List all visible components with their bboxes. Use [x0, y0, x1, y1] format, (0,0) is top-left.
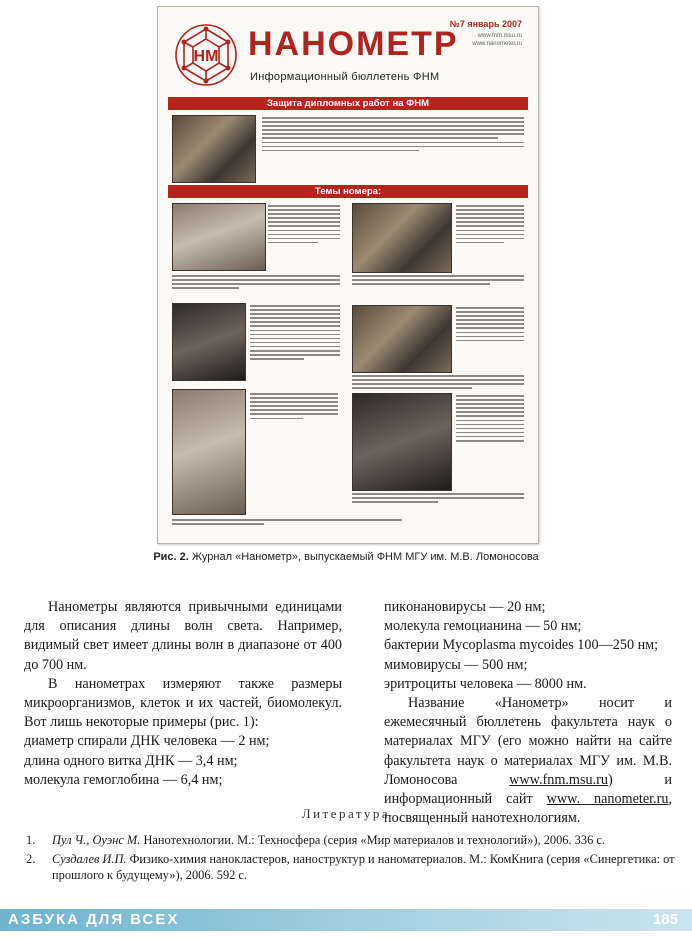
- newsletter-text-block: [352, 493, 524, 505]
- newsletter-text-block: [262, 117, 524, 154]
- list-item: бактерии Mycoplasma mycoides 100—250 нм;: [384, 637, 659, 654]
- newsletter-title: НАНОМЕТР: [248, 25, 459, 63]
- paragraph-text: , посвященный нанотехнологиям.: [384, 791, 672, 827]
- figure-caption: [0, 551, 692, 563]
- list-item: молекула гемоглобина — 6,4 нм;: [24, 771, 223, 788]
- list-item: эритроциты человека — 8000 нм.: [384, 675, 587, 692]
- svg-text:НМ: НМ: [193, 48, 219, 65]
- reference-number: 1.: [26, 833, 36, 847]
- newsletter-photo: [172, 203, 266, 271]
- list-item: молекула гемоцианина — 50 нм;: [384, 618, 582, 635]
- newsletter-text-block: [250, 305, 340, 362]
- reference-author: Пул Ч., Оуэнс М.: [52, 833, 141, 847]
- page-number: 185: [652, 911, 678, 928]
- paragraph: Нанометры являются привычными единицами для описания длины волн света. Например, видимый свет имеет длины волн в диапазоне от 400 до 700 нм.: [24, 599, 342, 673]
- newsletter-text-block: [456, 307, 524, 344]
- list-item: пикoнановирусы — 20 нм;: [384, 599, 546, 615]
- newsletter-text-block: [250, 393, 338, 422]
- newsletter-photo: [172, 389, 246, 515]
- literature-heading: Литература: [301, 806, 391, 821]
- newsletter-photo: [352, 203, 452, 273]
- newsletter-footer-text: [172, 519, 402, 527]
- newsletter-cover-image: [157, 6, 539, 544]
- reference-item: [26, 832, 680, 848]
- paragraph-text: Название «Нанометр» носит и ежемесячный бюллетень факультета наук о материалах МГУ (его можно найти на сайте факультета наук о материалах МГУ им. М.В. Ломоносова: [384, 695, 672, 788]
- reference-text: Нанотехнологии. М.: Техносфера (серия «Мир материалов и технологий»), 2006. 336 с.: [140, 833, 605, 847]
- reference-number: 2.: [26, 852, 36, 866]
- reference-text: Физико-химия нанокластеров, наноструктур и наноматериалов. М.: КомКнига (серия «Синергетика: от прошлого к будущему»), 2006. 592 с.: [52, 852, 675, 882]
- text-column-left: [24, 598, 342, 790]
- newsletter-issue: №7 январь 2007: [449, 19, 522, 29]
- newsletter-header: [168, 15, 528, 93]
- newsletter-url-fnm: www.fnm.msu.ru: [477, 33, 522, 39]
- list-item: длина одного витка ДНК — 3,4 нм;: [24, 752, 238, 769]
- page-footer: [0, 906, 692, 938]
- newsletter-text-block: [352, 375, 524, 391]
- reference-author: Суздалев И.П.: [52, 852, 127, 866]
- nanometer-logo: [172, 21, 240, 89]
- newsletter-url-nanometer: www.nanometer.ru: [472, 41, 522, 47]
- newsletter-photo: [172, 115, 256, 183]
- list-item: диаметр спирали ДНК человека — 2 нм;: [24, 733, 270, 750]
- figure-caption-label: Рис. 2.: [153, 551, 189, 563]
- newsletter-text-block: [172, 275, 340, 291]
- paragraph-text: ) и информационный сайт: [384, 771, 672, 808]
- link-fnm-site[interactable]: www.fnm.msu.ru: [509, 771, 608, 788]
- newsletter-text-block: [456, 395, 524, 444]
- reference-list: [26, 832, 680, 886]
- newsletter-band-defense: Защита дипломных работ на ФНМ: [168, 97, 528, 110]
- newsletter-photo: [352, 393, 452, 491]
- newsletter-text-block: [268, 205, 340, 246]
- list-item: мимовирусы — 500 нм;: [384, 656, 528, 673]
- newsletter-photo: [352, 305, 452, 373]
- newsletter-subtitle: Информационный бюллетень ФНМ: [250, 71, 440, 83]
- newsletter-text-block: [456, 205, 524, 246]
- newsletter-band-topics: Темы номера:: [168, 185, 528, 198]
- newsletter-text-block: [352, 275, 524, 287]
- footer-section-label: АЗБУКА ДЛЯ ВСЕХ: [8, 911, 180, 928]
- link-nanometer-site[interactable]: www. nanometer.ru: [546, 791, 669, 808]
- reference-item: [26, 851, 680, 883]
- text-column-right: [384, 598, 672, 828]
- paragraph: В нанометрах измеряют также размеры микроорганизмов, клеток и их частей, биомолекул. Вот лишь некоторые примеры (рис. 1):: [24, 675, 342, 731]
- newsletter-photo: [172, 303, 246, 381]
- figure-caption-text: Журнал «Нанометр», выпускаемый ФНМ МГУ им. М.В. Ломоносова: [188, 551, 539, 563]
